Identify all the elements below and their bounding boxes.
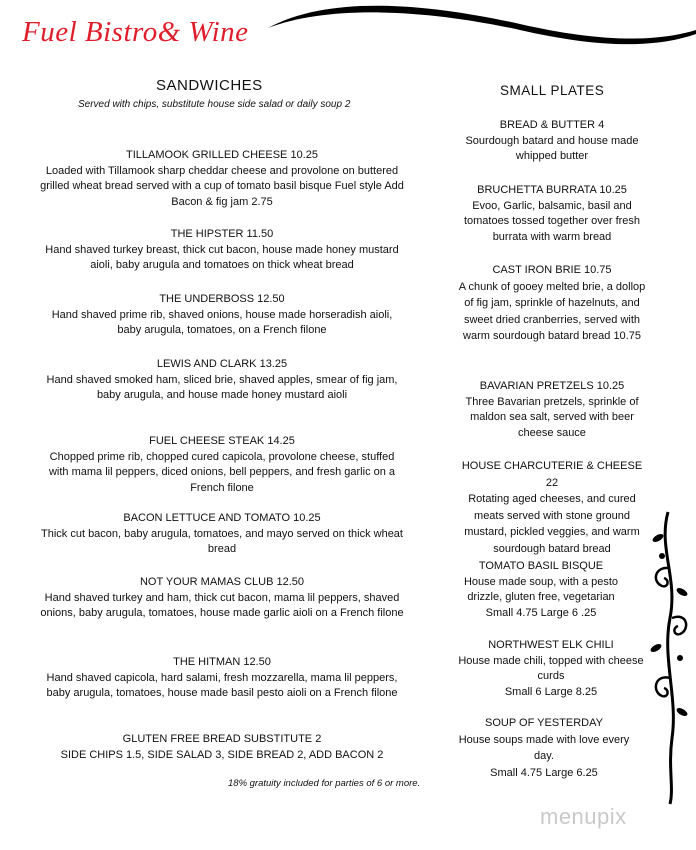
item-desc: Hand shaved smoked ham, sliced brie, shaved apples, smear of fig jam, baby arugula, and house made honey mustard aioli [46,373,398,401]
menu-item [40,292,404,339]
menu-item [40,227,404,274]
menu-item [456,118,648,165]
menu-item [40,148,404,210]
menu-item [40,655,404,702]
item-desc: House made chili, topped with cheese curds [458,654,644,682]
item-desc: Hand shaved turkey and ham, thick cut bacon, mama lil peppers, shaved onions, baby arugula, tomatoes, house made garlic aioli on a French filone [40,591,404,619]
item-desc: Thick cut bacon, baby arugula, tomatoes, and mayo served on thick wheat bread [41,527,403,555]
item-desc: House soups made with love every day. [458,733,630,762]
gluten-free-line: GLUTEN FREE BREAD SUBSTITUTE 2 [122,733,322,745]
item-name: HOUSE CHARCUTERIE & CHEESE 22 [461,460,643,489]
watermark: menupix [540,804,627,829]
item-desc: Chopped prime rib, chopped cured capicola, provolone cheese, stuffed with mama lil peppers, diced onions, bell peppers, and fresh garlic on a French filone [48,450,396,494]
gratuity-note: 18% gratuity included for parties of 6 or more. [228,778,421,789]
item-desc: Sourdough batard and house made whipped butter [465,134,639,162]
item-name: LEWIS AND CLARK 13.25 [156,358,288,370]
item-desc: Loaded with Tillamook sharp cheddar cheese and provolone on buttered grilled wheat bread served with a cup of tomato basil bisque Fuel style Add Bacon & fig jam 2.75 [40,164,404,208]
menu-item [456,715,632,781]
menu-item [40,434,404,496]
item-name: NOT YOUR MAMAS CLUB 12.50 [139,576,305,588]
item-desc: Rotating aged cheeses, and cured meats served with stone ground mustard, pickled veggies, and warm sourdough batard bread [464,493,640,555]
small-plates-title: SMALL PLATES [500,83,605,98]
menu-item [456,638,646,700]
menu-item [456,458,648,557]
item-name: NORTHWEST ELK CHILI [488,639,614,651]
item-name: BREAD & BUTTER 4 [499,119,605,131]
item-desc: Hand shaved turkey breast, thick cut bacon, house made honey mustard aioli, baby arugula and tomatoes on thick wheat bread [45,243,399,271]
item-desc: Hand shaved capicola, hard salami, fresh mozzarella, mama lil peppers, baby arugula, tomatoes, house made basil pesto aioli on a French filone [46,671,398,699]
item-name: THE HITMAN 12.50 [173,656,271,668]
menu-item [456,559,626,621]
item-name: CAST IRON BRIE 10.75 [492,264,612,276]
menu-item [456,183,648,245]
item-desc: Three Bavarian pretzels, sprinkle of maldon sea salt, served with beer cheese sauce [465,395,639,439]
item-desc: Evoo, Garlic, balsamic, basil and tomatoes tossed together over fresh burrata with warm bread [463,199,641,243]
sandwiches-subtitle: Served with chips, substitute house side salad or daily soup 2 [78,99,351,110]
menu-item [456,379,648,441]
item-name: BACON LETTUCE AND TOMATO 10.25 [123,512,321,524]
item-price: Small 6 Large 8.25 [504,685,598,698]
item-name: BAVARIAN PRETZELS 10.25 [479,380,625,392]
extras-info [40,732,404,763]
menu-item [40,511,404,558]
item-name: FUEL CHEESE STEAK 14.25 [149,435,295,447]
sandwiches-title: SANDWICHES [156,77,263,94]
item-name: TILLAMOOK GRILLED CHEESE 10.25 [126,149,318,161]
item-name: SOUP OF YESTERDAY [485,717,603,729]
menu-item [40,357,404,404]
item-desc: A chunk of gooey melted brie, a dollop of fig jam, sprinkle of hazelnuts, and sweet dried cranberries, served with warm sourdough batard bread 10.75 [458,280,646,342]
vine-decoration [648,508,692,808]
menu-item [40,575,404,622]
item-name: BRUCHETTA BURRATA 10.25 [477,184,627,196]
item-name: TOMATO BASIL BISQUE [478,560,604,572]
item-desc: House made soup, with a pesto drizzle, gluten free, vegetarian [463,575,619,603]
item-price: Small 4.75 Large 6.25 [490,766,598,779]
item-desc: Hand shaved prime rib, shaved onions, house made horseradish aioli, baby arugula, tomatoes, on a French filone [51,308,393,336]
brand-logo: Fuel Bistro& Wine [22,16,249,48]
item-name: THE UNDERBOSS 12.50 [159,293,285,305]
item-name: THE HIPSTER 11.50 [170,228,274,240]
item-price: Small 4.75 Large 6 .25 [485,606,597,619]
sides-line: SIDE CHIPS 1.5, SIDE SALAD 3, SIDE BREAD 2, ADD BACON 2 [60,748,384,761]
menu-item [456,262,648,345]
